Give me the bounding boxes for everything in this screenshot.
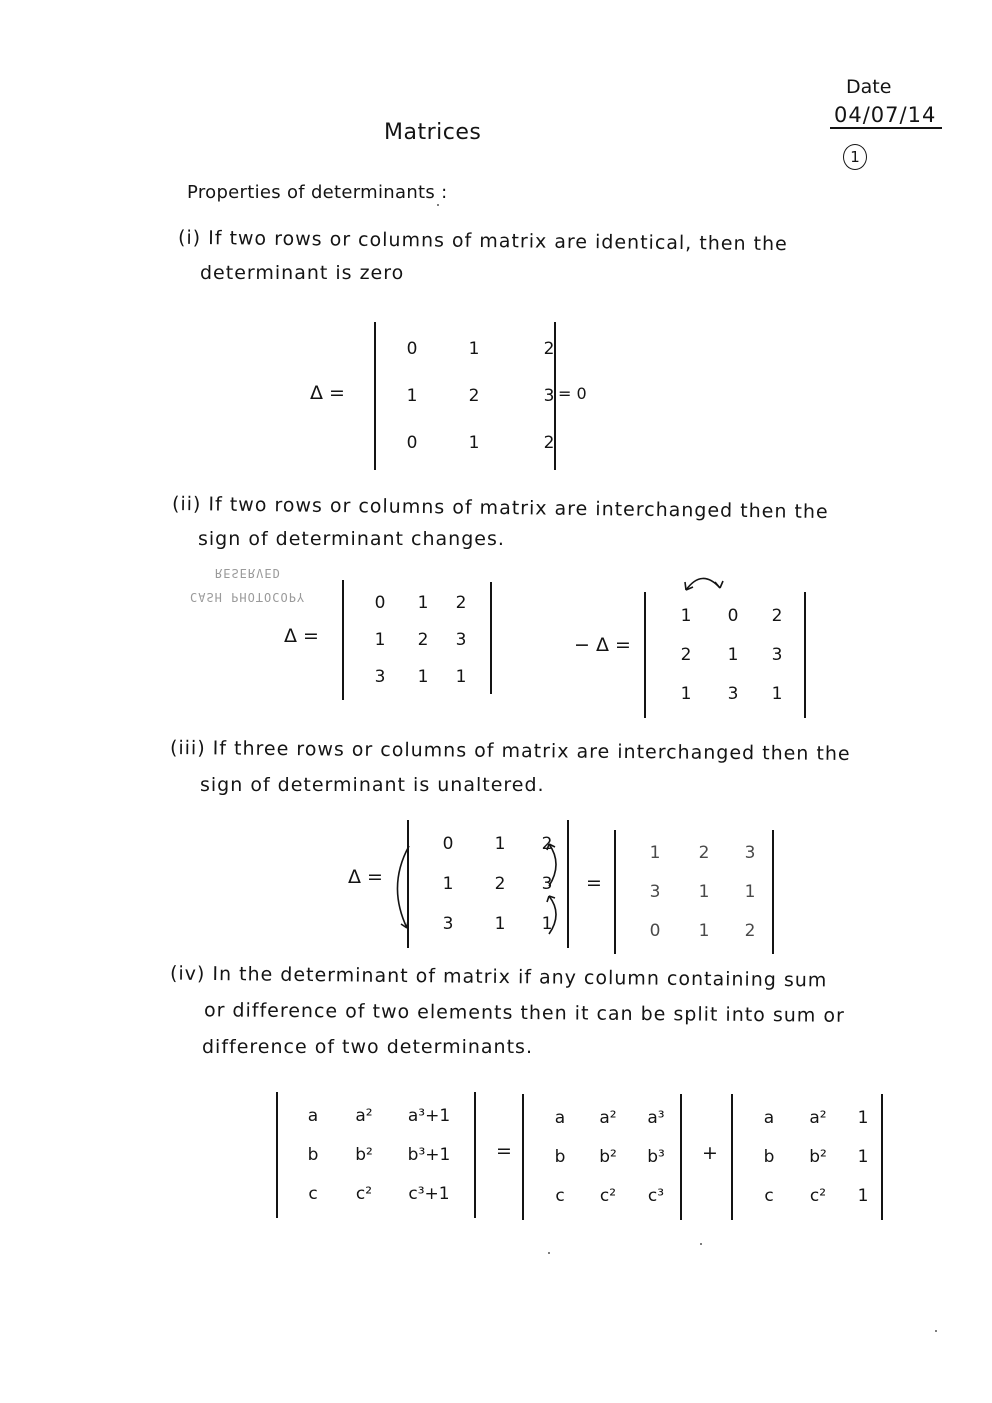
property-1-line-1: (i) If two rows or columns of matrix are identical, then the [177, 226, 788, 256]
determinant-matrix-right: 1 0 2 2 1 3 1 3 1 [644, 592, 806, 718]
determinant-matrix-right: 1 2 3 3 1 1 0 1 2 [614, 830, 774, 954]
determinant-matrix-sum: a a² a³+1 b b² b³+1 c c² c³+1 [276, 1092, 476, 1218]
plus-sign: + [702, 1142, 718, 1164]
equation-lhs: Δ = [310, 382, 345, 404]
equals-sign: = [586, 872, 602, 894]
property-number: (iii) [169, 737, 206, 760]
scan-speck [437, 204, 439, 206]
property-number: (i) [177, 226, 202, 250]
property-3-line-2: sign of determinant is unaltered. [200, 774, 545, 796]
equals-sign: = [496, 1140, 512, 1162]
scan-speck [700, 1243, 702, 1245]
equation-lhs: Δ = [284, 625, 319, 647]
property-2-line-2: sign of determinant changes. [198, 528, 505, 550]
property-4-line-2: or difference of two elements then it can be split into sum or [203, 999, 845, 1027]
determinant-bar-right [490, 582, 492, 694]
determinant-matrix: 0 1 2 1 2 3 0 1 2 [374, 322, 556, 470]
determinant-matrix-split-b: a a² 1 b b² 1 c c² 1 [731, 1094, 883, 1220]
determinant-matrix-left: 0 1 2 1 2 3 3 1 1 [407, 820, 569, 948]
property-2-line-1: (ii) If two rows or columns of matrix are interchanged then the [171, 492, 829, 524]
equation-rhs: = 0 [558, 384, 587, 403]
determinant-matrix-left: 0 1 2 1 2 3 3 1 1 [342, 580, 494, 700]
determinant-matrix-split-a: a a² a³ b b² b³ c c² c³ [522, 1094, 682, 1220]
equation-lhs: Δ = [348, 866, 383, 888]
cycle-arrow-right-icon [543, 834, 563, 938]
section-heading: Properties of determinants : [187, 182, 448, 203]
scan-speck [935, 1330, 937, 1332]
property-number: (iv) [169, 962, 206, 985]
date-value: 04/07/14 [830, 103, 942, 129]
page-title: Matrices [384, 120, 482, 145]
property-1-line-2: determinant is zero [200, 262, 405, 284]
property-4-line-3: difference of two determinants. [202, 1036, 533, 1058]
property-3-line-1: (iii) If three rows or columns of matrix are interchanged then the [169, 737, 851, 765]
date-label: Date [846, 76, 892, 98]
swap-arrow-icon [680, 568, 730, 594]
equation-lhs-negative: − Δ = [574, 634, 631, 656]
photocopy-stamp-line-2: CASH PHOTOCOPY [190, 590, 306, 604]
property-number: (ii) [171, 492, 202, 516]
scan-speck [548, 1252, 550, 1254]
photocopy-stamp-line-1: RESERVED [215, 566, 281, 580]
page-number: 1 [843, 144, 867, 170]
property-4-line-1: (iv) In the determinant of matrix if any column containing sum [169, 962, 828, 992]
